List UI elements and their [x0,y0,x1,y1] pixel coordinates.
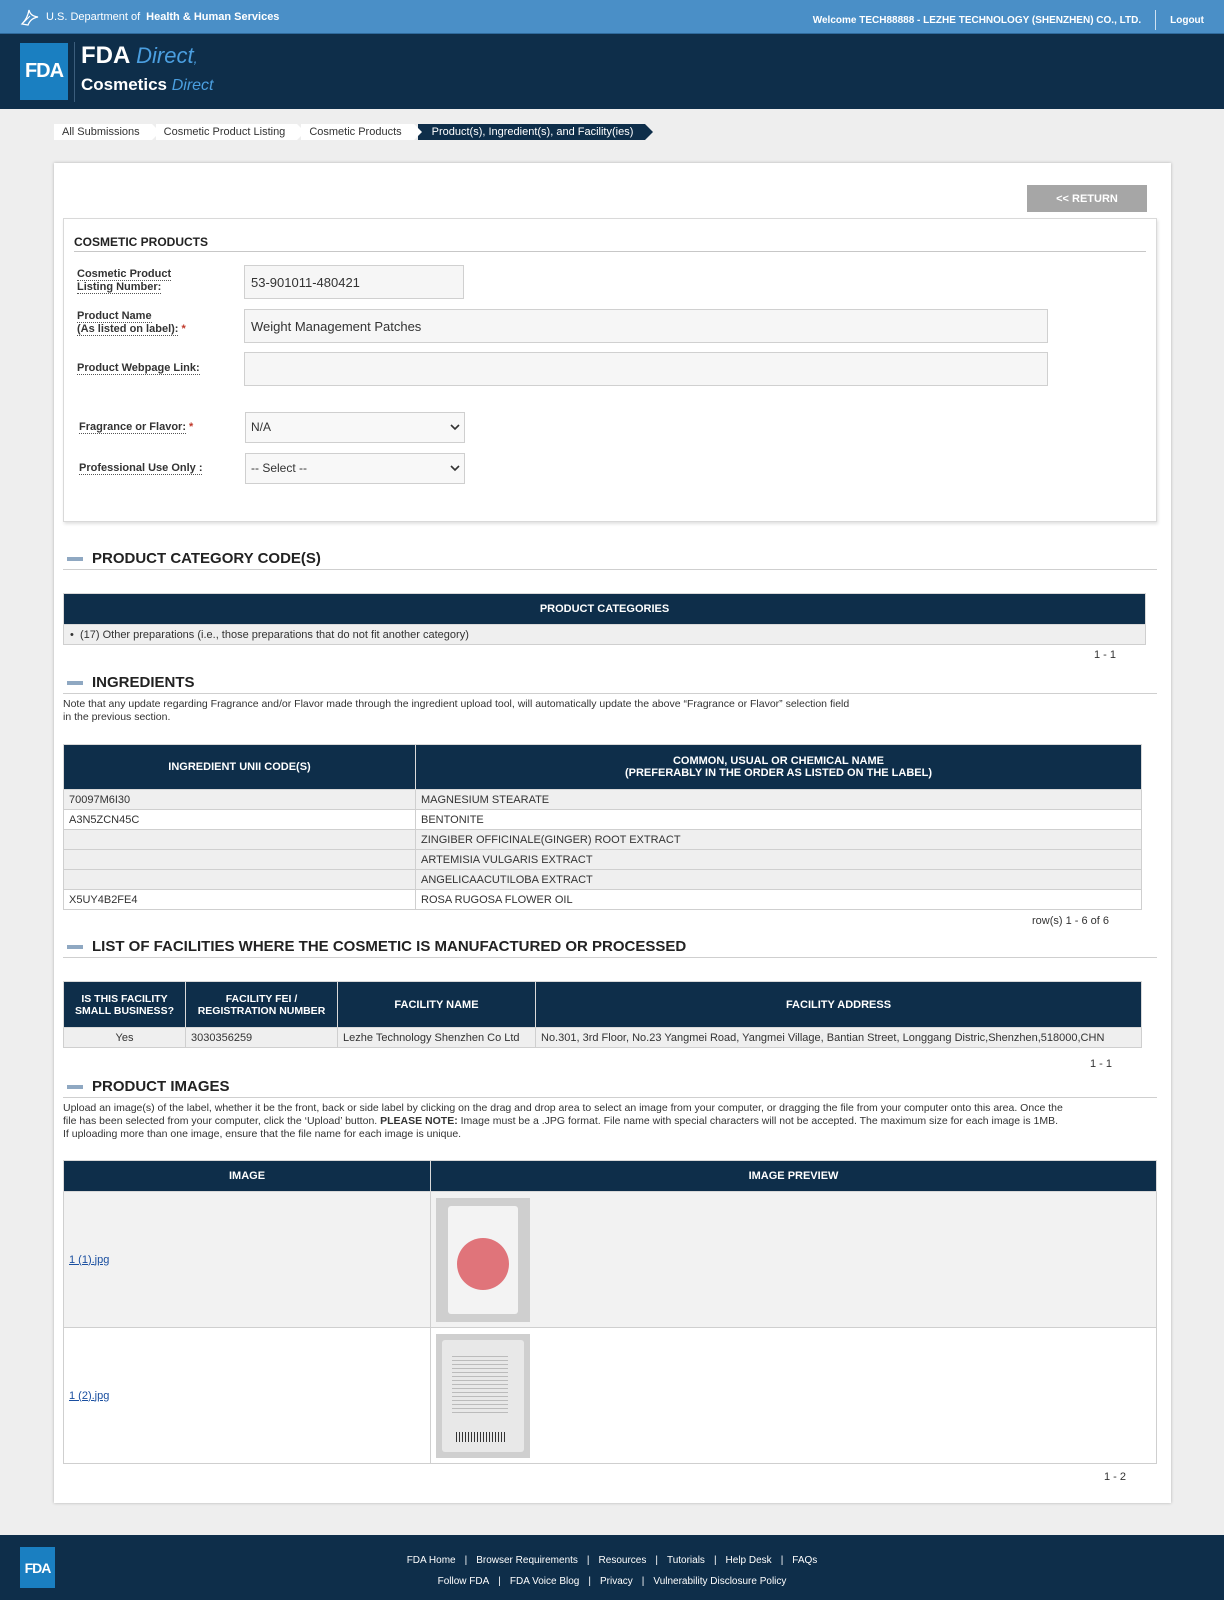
images-table [63,1160,1157,1464]
section-bar-icon [67,557,83,561]
ingredients-section-title: INGREDIENTS [63,674,1157,694]
breadcrumb-cosmetic-product-listing[interactable]: Cosmetic Product Listing [156,124,298,140]
breadcrumb-current: Product(s), Ingredient(s), and Facility(ies) [418,124,646,140]
footer-link-vulnerability-policy[interactable]: Vulnerability Disclosure Policy [653,1576,787,1587]
brand-direct: Direct [136,43,194,68]
product-name-field[interactable]: Weight Management Patches [244,309,1048,343]
ingredients-table [63,744,1142,910]
required-mark: * [181,323,186,335]
table-row: X5UY4B2FE4 ROSA RUGOSA FLOWER OIL [64,890,1142,910]
unii-header: INGREDIENT UNII CODE(S) [64,745,416,790]
brand-title: FDA Direct, Cosmetics Direct [74,42,214,102]
webpage-link-field[interactable] [244,352,1048,386]
professional-use-label: Professional Use Only : [79,462,203,474]
section-bar-icon [67,681,83,685]
small-business-header: IS THIS FACILITY SMALL BUSINESS? [64,982,186,1028]
hhs-dept-prefix: U.S. Department of [46,11,141,23]
images-pager: 1 - 2 [1104,1471,1127,1483]
table-row: ANGELICAACUTILOBA EXTRACT [64,870,1142,890]
image-preview-thumbnail[interactable] [436,1198,530,1322]
facilities-section-title: LIST OF FACILITIES WHERE THE COSMETIC IS MANUFACTURED OR PROCESSED [63,938,1157,958]
facilities-table [63,981,1142,1048]
webpage-link-label: Product Webpage Link: [77,362,200,374]
image-header: IMAGE [64,1161,431,1192]
header-divider [1155,10,1156,30]
facility-address-header: FACILITY ADDRESS [536,982,1142,1028]
category-item: • (17) Other preparations (i.e., those preparations that do not fit another category) [64,625,1146,645]
table-row [64,1328,1157,1464]
fda-logo[interactable]: FDA [20,43,68,100]
category-header: PRODUCT CATEGORIES [64,594,1146,625]
fragrance-select[interactable]: N/A [245,412,465,443]
footer-fda-logo[interactable]: FDA [20,1547,55,1588]
image-file-link[interactable]: 1 (1).jpg [69,1253,110,1266]
app-header [0,34,1224,109]
fragrance-label: Fragrance or Flavor: * [79,421,194,433]
welcome-text: Welcome TECH88888 - LEZHE TECHNOLOGY (SHENZHEN) CO., LTD. [812,14,1142,26]
images-section-title: PRODUCT IMAGES [63,1078,1157,1098]
hhs-bar [0,0,1224,34]
breadcrumb [54,124,649,140]
category-table [63,593,1146,645]
footer-link-tutorials[interactable]: Tutorials [666,1555,705,1566]
table-row: A3N5ZCN45C BENTONITE [64,810,1142,830]
table-row [64,1192,1157,1328]
footer-link-privacy[interactable]: Privacy [599,1576,633,1587]
hhs-department[interactable] [20,8,279,26]
logout-link[interactable]: Logout [1170,14,1204,26]
chevron-down-icon [450,413,460,442]
cosmetic-products-panel [63,218,1157,522]
listing-number-field[interactable]: 53-901011-480421 [244,265,464,299]
facility-name-header: FACILITY NAME [338,982,536,1028]
patch-package-back-image [442,1340,524,1452]
image-file-link[interactable]: 1 (2).jpg [69,1389,110,1402]
brand-cosmetics: Cosmetics [81,75,167,94]
images-note: Upload an image(s) of the label, whether it be the front, back or side label by clicking on the drag and drop area to select an image from your computer, or dragging the file from your computer onto this area. Once the file has been selected from your computer, click the ‘Upload’ button. PLEASE NOTE: Image must be a .JPG format. File name with special characters will not be accepted. The maximum size for each image is 1MB. If uploading more than one image, ensure that the file name for each image is unique. [63,1102,1063,1140]
product-name-label: Product Name (As listed on label): * [77,310,186,335]
footer-link-resources[interactable]: Resources [598,1555,647,1566]
facilities-pager: 1 - 1 [1090,1058,1113,1070]
breadcrumb-all-submissions[interactable]: All Submissions [54,124,152,140]
fei-header: FACILITY FEI / REGISTRATION NUMBER [186,982,338,1028]
hhs-eagle-icon [20,8,40,26]
footer [0,1535,1224,1600]
listing-number-label: Cosmetic Product Listing Number: [77,268,172,293]
footer-link-fda-home[interactable]: FDA Home [406,1555,456,1566]
footer-links-row-2: Follow FDA | FDA Voice Blog | Privacy | Vulnerability Disclosure Policy [437,1576,787,1587]
hhs-dept-name: Health & Human Services [146,11,280,23]
table-row: ZINGIBER OFFICINALE(GINGER) ROOT EXTRACT [64,830,1142,850]
chemical-name-header: COMMON, USUAL OR CHEMICAL NAME (PREFERABLY IN THE ORDER AS LISTED ON THE LABEL) [416,745,1142,790]
image-preview-header: IMAGE PREVIEW [431,1161,1157,1192]
cosmetic-products-title: COSMETIC PRODUCTS [74,235,1146,252]
footer-link-follow-fda[interactable]: Follow FDA [437,1576,490,1587]
breadcrumb-cosmetic-products[interactable]: Cosmetic Products [301,124,413,140]
footer-link-browser-requirements[interactable]: Browser Requirements [476,1555,578,1566]
table-row: 70097M6I30 MAGNESIUM STEARATE [64,790,1142,810]
image-preview-thumbnail[interactable] [436,1334,530,1458]
ingredients-pager: row(s) 1 - 6 of 6 [1032,915,1110,927]
table-row: Yes 3030356259 Lezhe Technology Shenzhen Co Ltd No.301, 3rd Floor, No.23 Yangmei Road, Yangmei Village, Bantian Street, Longgang Distric,Shenzhen,518000,CHN [64,1028,1142,1048]
category-pager: 1 - 1 [1094,649,1117,661]
brand-fda: FDA [81,42,130,69]
patch-package-front-image [448,1206,518,1314]
footer-link-voice-blog[interactable]: FDA Voice Blog [509,1576,580,1587]
section-bar-icon [67,1085,83,1089]
footer-link-help-desk[interactable]: Help Desk [725,1555,772,1566]
ingredients-note: Note that any update regarding Fragrance and/or Flavor made through the ingredient upload tool, will automatically update the above “Fragrance or Flavor” selection field in the previous section. [63,698,850,723]
table-row: ARTEMISIA VULGARIS EXTRACT [64,850,1142,870]
footer-links-row-1: FDA Home | Browser Requirements | Resources | Tutorials | Help Desk | FAQs [406,1555,818,1566]
footer-link-faqs[interactable]: FAQs [792,1555,818,1566]
return-button[interactable]: << RETURN [1027,185,1147,212]
main-card [54,163,1171,1503]
brand-cosmetics-direct: Direct [171,77,214,94]
professional-use-select[interactable]: -- Select -- [245,453,465,484]
section-bar-icon [67,945,83,949]
category-section-title: PRODUCT CATEGORY CODE(S) [63,550,1157,570]
chevron-down-icon [450,454,460,483]
